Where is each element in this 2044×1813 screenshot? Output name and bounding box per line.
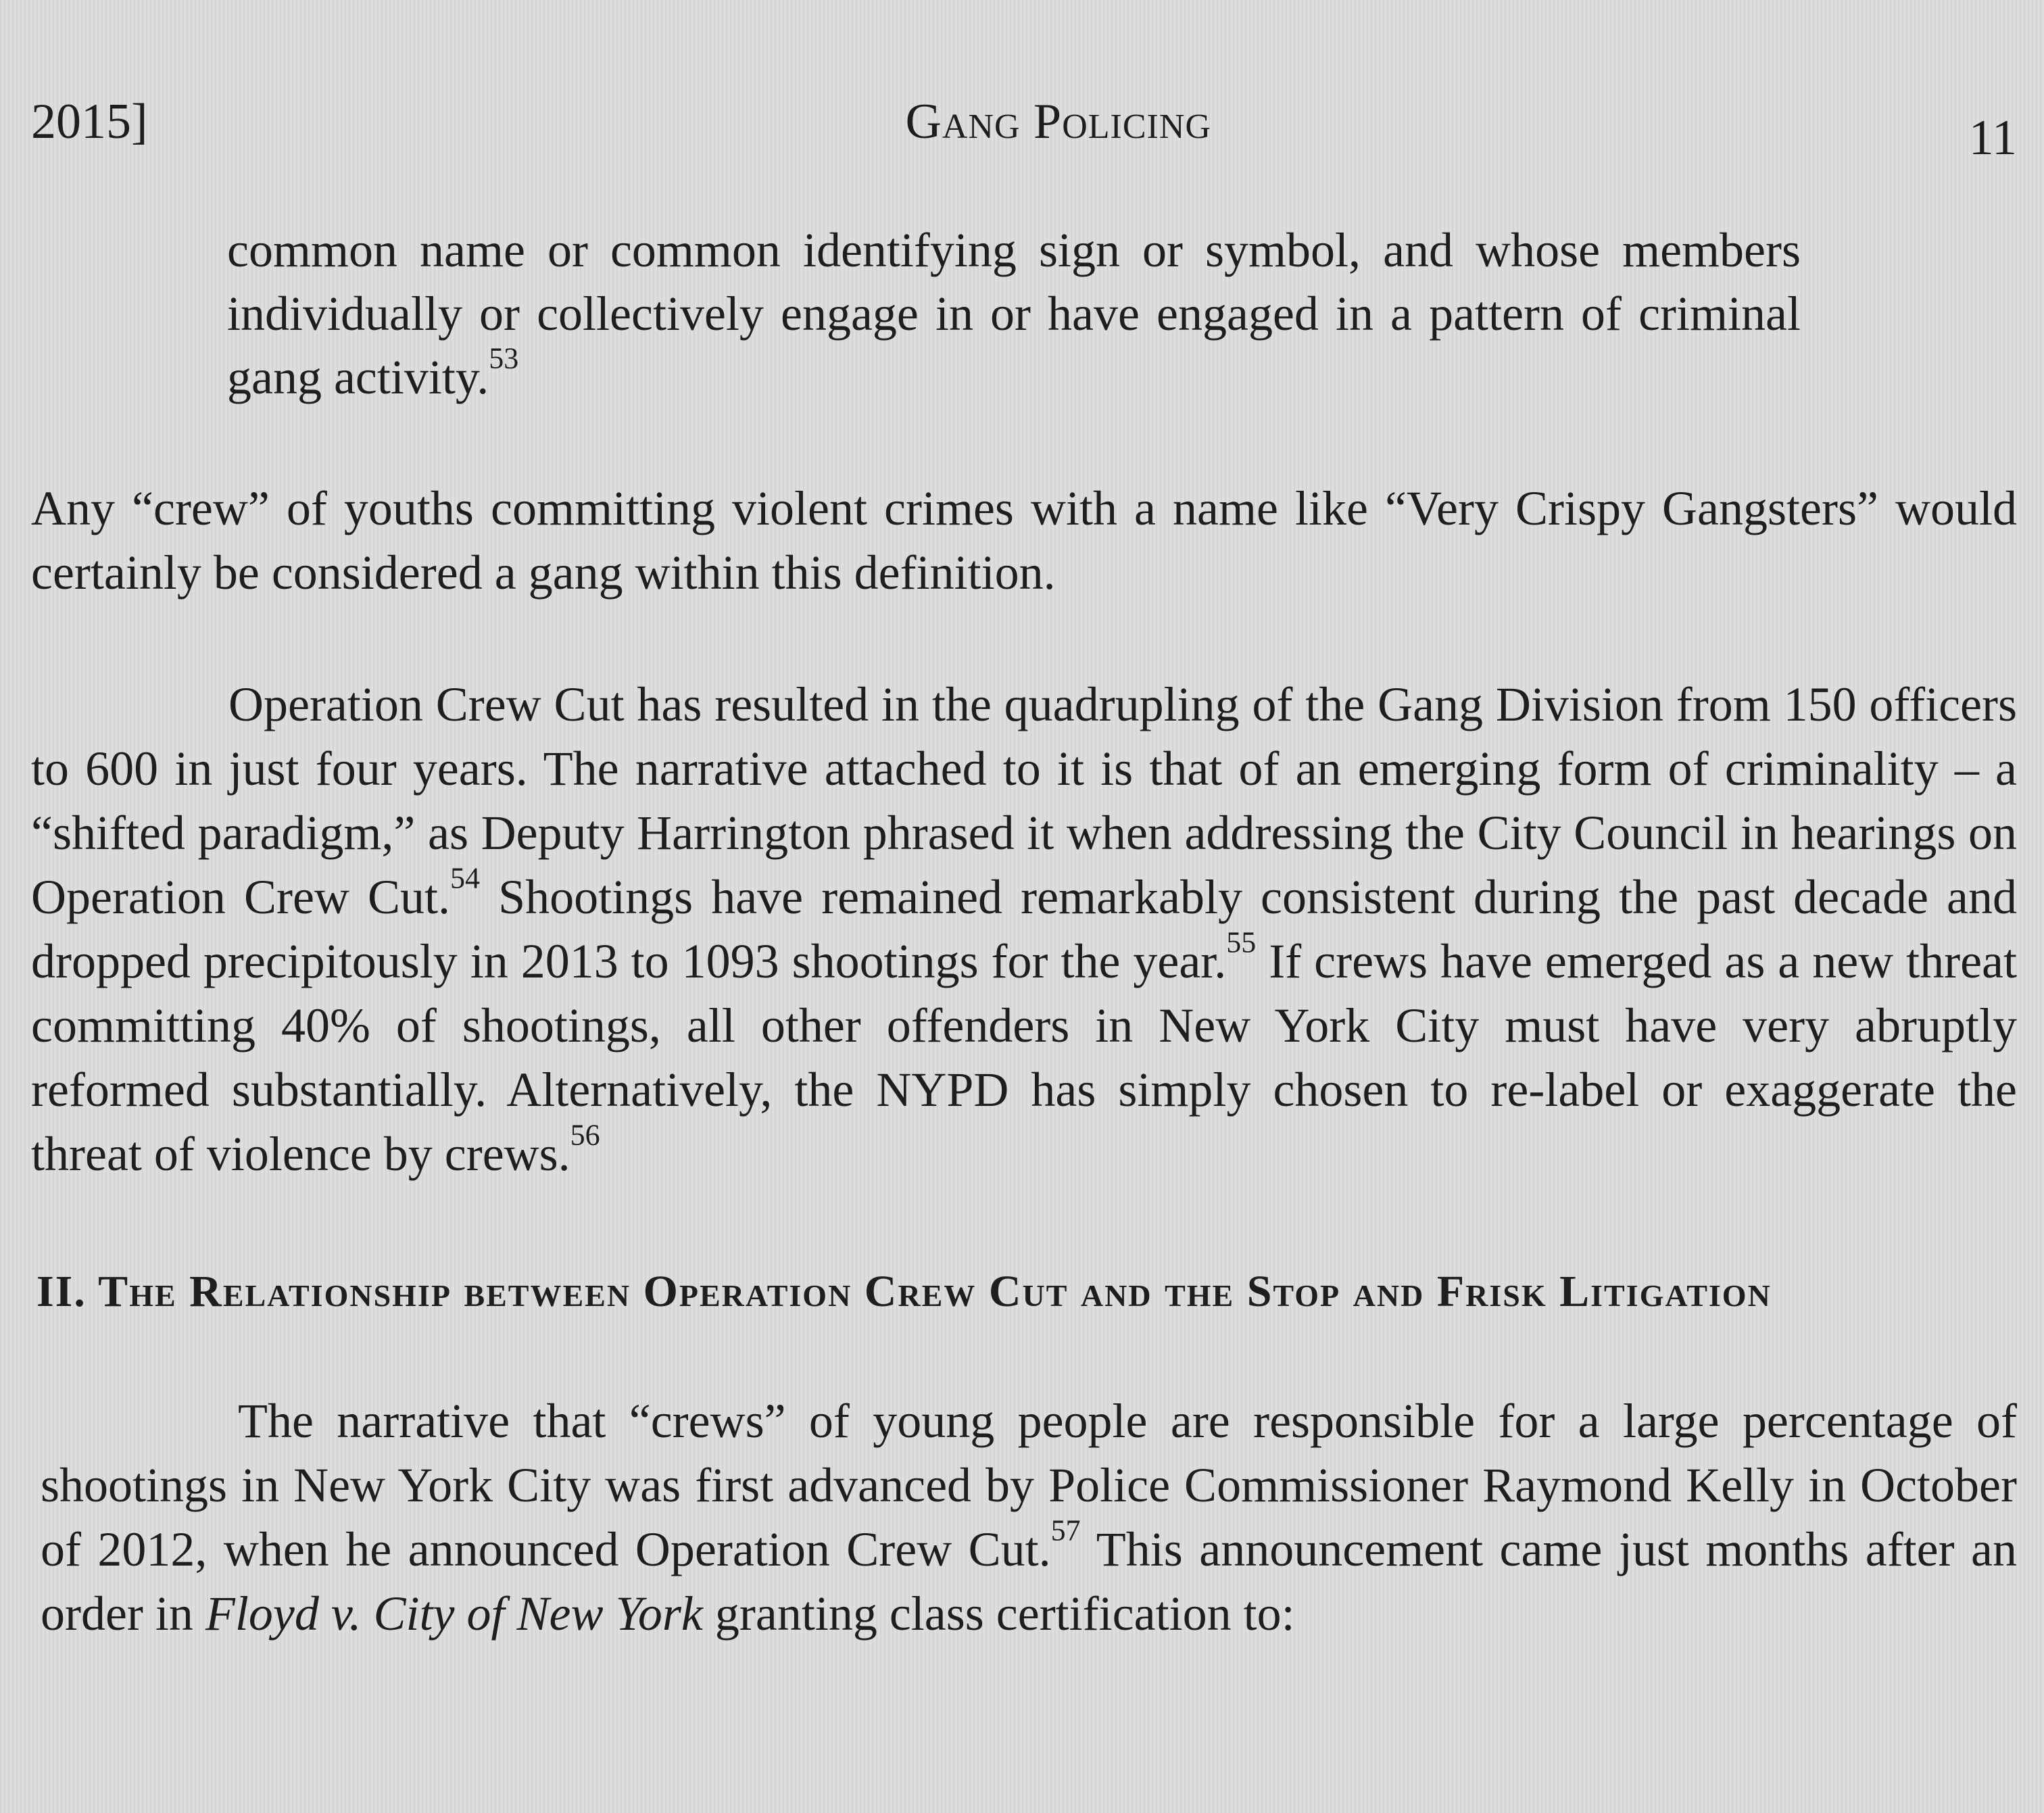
case-name: Floyd v. City of New York bbox=[205, 1587, 703, 1641]
paragraph-1-text: Any “crew” of youths committing violent crimes with a name like “Very Crispy Gangsters” would certainly be considered a gang within this definition. bbox=[31, 481, 2017, 600]
paragraph-2-part-2: Shootings have remained remarkably consistent during the past decade and dropped precipitously in 2013 to 1093 shootings for the year. bbox=[31, 870, 2018, 989]
paragraph-3-part-2: This announcement came just months after an order in bbox=[41, 1522, 2017, 1641]
footnote-ref-54[interactable]: 54 bbox=[450, 862, 481, 895]
footnote-ref-55[interactable]: 55 bbox=[1226, 926, 1257, 959]
section-heading: II. The Relationship between Operation Crew Cut and the Stop and Frisk Litigation bbox=[36, 1267, 1772, 1317]
header-year: 2015] bbox=[31, 94, 148, 149]
paragraph-3-part-1: The narrative that “crews” of young people are responsible for a large percentage of shootings in New York City was first advanced by Police Commissioner Raymond Kelly in October of 2012, when he announced Operation Crew Cut. bbox=[41, 1394, 2017, 1577]
footnote-ref-53[interactable]: 53 bbox=[489, 342, 519, 375]
paragraph-3 bbox=[41, 1389, 2017, 1646]
page-number: 11 bbox=[1968, 110, 2017, 166]
paragraph-2-part-3: If crews have emerged as a new threat committing 40% of shootings, all other offenders in New York City must have very abruptly reformed substantially. Alternatively, the NYPD has simply chosen to re-label or exaggerate the threat of violence by crews. bbox=[31, 934, 2018, 1182]
paragraph-2-part-1: Operation Crew Cut has resulted in the quadrupling of the Gang Division from 150 officers to 600 in just four years. The narrative attached to it is that of an emerging form of criminality – a “shifted paradigm,” as Deputy Harrington phrased it when addressing the City Council in hearings on Operation Crew Cut. bbox=[31, 677, 2017, 925]
footnote-ref-57[interactable]: 57 bbox=[1050, 1514, 1081, 1547]
block-quote bbox=[227, 218, 1801, 409]
running-header bbox=[31, 95, 2017, 166]
block-quote-text: common name or common identifying sign or symbol, and whose members individually or collectively engage in or have engaged in a pattern of criminal gang activity. bbox=[227, 223, 1801, 405]
header-title: Gang Policing bbox=[905, 94, 1211, 149]
paragraph-2 bbox=[31, 673, 2017, 1186]
footnote-ref-56[interactable]: 56 bbox=[570, 1119, 600, 1152]
paragraph-3-part-3: granting class certification to: bbox=[702, 1587, 1295, 1641]
paragraph-1 bbox=[31, 477, 2017, 605]
